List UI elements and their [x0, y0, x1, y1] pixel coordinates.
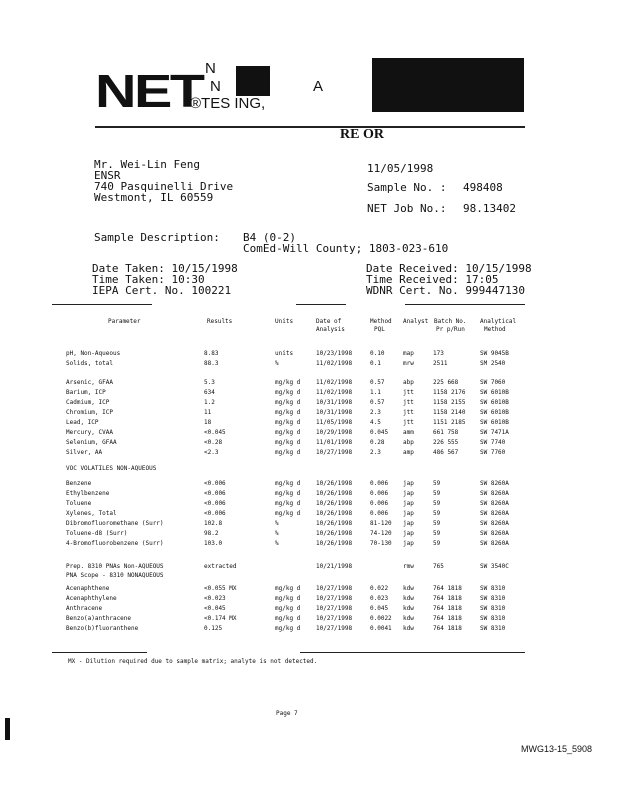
footnote-rule-left — [52, 652, 147, 653]
table-cell-date: 10/26/1998 — [316, 520, 353, 527]
table-cell-pql: 0.006 — [370, 500, 389, 507]
table-cell-result: 102.8 — [204, 520, 223, 527]
table-cell-analyst: amm — [403, 429, 414, 436]
table-cell-method: SW 8310 — [480, 595, 506, 602]
header-method: Method — [370, 318, 392, 325]
table-cell-result: 103.0 — [204, 540, 223, 547]
table-cell-units: mg/kg d — [275, 399, 301, 406]
table-cell-parameter: Benzo(a)anthracene — [66, 615, 132, 622]
table-cell-pql: 0.022 — [370, 585, 389, 592]
header-prrun: Pr p/Run — [436, 326, 465, 333]
table-cell-result: <0.045 — [204, 605, 226, 612]
date-taken: Date Taken: 10/15/1998 — [92, 262, 238, 275]
table-cell-analyst: jap — [403, 520, 414, 527]
table-cell-batch: 59 — [433, 530, 441, 537]
table-cell-parameter: Benzo(b)fluoranthene — [66, 625, 139, 632]
redaction-box-logo — [236, 66, 270, 96]
table-cell-pql: 4.5 — [370, 419, 381, 426]
table-cell-parameter: Selenium, GFAA — [66, 439, 117, 446]
table-cell-parameter: Prep. 8310 PNAs Non-AQUEOUS — [66, 563, 164, 570]
table-cell-parameter: Anthracene — [66, 605, 103, 612]
table-cell-batch: 764 1818 — [433, 625, 462, 632]
table-cell-batch: 59 — [433, 510, 441, 517]
header-analytical: Analytical — [480, 318, 517, 325]
table-cell-units: mg/kg d — [275, 419, 301, 426]
table-cell-result: <0.023 — [204, 595, 226, 602]
table-cell-method: SW 8260A — [480, 530, 509, 537]
table-cell-units: mg/kg d — [275, 500, 301, 507]
table-cell-method: SW 7740 — [480, 439, 506, 446]
table-cell-result: <0.045 — [204, 429, 226, 436]
table-cell-analyst: mrw — [403, 360, 414, 367]
table-cell-parameter: Mercury, CVAA — [66, 429, 113, 436]
table-cell-batch: 226 555 — [433, 439, 459, 446]
sample-desc-label: Sample Description: — [94, 231, 220, 244]
table-cell-parameter: pH, Non-Aqueous — [66, 350, 121, 357]
table-cell-batch: 59 — [433, 490, 441, 497]
job-no-label: NET Job No.: — [367, 202, 447, 215]
header-pql: PQL — [374, 326, 385, 333]
table-cell-pql: 0.0022 — [370, 615, 392, 622]
table-rule-mid — [296, 304, 346, 305]
table-cell-method: SW 6010B — [480, 399, 509, 406]
table-cell-units: % — [275, 530, 279, 537]
table-cell-result: 5.3 — [204, 379, 215, 386]
table-cell-result: <0.006 — [204, 500, 226, 507]
table-cell-parameter: Silver, AA — [66, 449, 103, 456]
table-cell-units: % — [275, 360, 279, 367]
table-cell-method: SW 7471A — [480, 429, 509, 436]
logo-letter-n2: N — [210, 78, 221, 95]
table-cell-analyst: kdw — [403, 625, 414, 632]
table-cell-analyst: kdw — [403, 615, 414, 622]
table-cell-batch: 765 — [433, 563, 444, 570]
table-cell-result: <0.174 MX — [204, 615, 237, 622]
table-cell-result: <0.055 MX — [204, 585, 237, 592]
redaction-box-header — [372, 58, 524, 112]
table-cell-batch: 173 — [433, 350, 444, 357]
table-cell-pql: 0.1 — [370, 360, 381, 367]
table-cell-parameter: PNA Scope - 8310 NONAQUEOUS — [66, 572, 164, 579]
table-cell-pql: 2.3 — [370, 449, 381, 456]
header-rule — [95, 126, 525, 128]
table-cell-parameter: Ethylbenzene — [66, 490, 110, 497]
table-cell-pql: 1.1 — [370, 389, 381, 396]
header-results: Results — [207, 318, 233, 325]
sample-desc-line1: B4 (0-2) — [243, 231, 296, 244]
table-cell-analyst: amp — [403, 449, 414, 456]
table-cell-result: 98.2 — [204, 530, 219, 537]
footnote: MX - Dilution required due to sample matrix; analyte is not detected. — [68, 658, 318, 665]
table-cell-batch: 1158 2140 — [433, 409, 466, 416]
table-cell-pql: 81-120 — [370, 520, 392, 527]
table-cell-result: <2.3 — [204, 449, 219, 456]
table-cell-analyst: abp — [403, 439, 414, 446]
table-cell-batch: 661 758 — [433, 429, 459, 436]
table-cell-pql: 0.045 — [370, 605, 389, 612]
table-cell-date: 10/26/1998 — [316, 490, 353, 497]
sample-no-value: 498408 — [463, 181, 503, 194]
table-cell-date: 10/26/1998 — [316, 500, 353, 507]
table-cell-pql: 0.57 — [370, 399, 385, 406]
table-cell-parameter: Solids, total — [66, 360, 113, 367]
table-cell-method: SW 6010B — [480, 419, 509, 426]
table-cell-analyst: jap — [403, 490, 414, 497]
address-company: ENSR — [94, 169, 121, 182]
table-cell-batch: 764 1818 — [433, 595, 462, 602]
table-cell-date: 10/27/1998 — [316, 595, 353, 602]
table-cell-pql: 74-120 — [370, 530, 392, 537]
table-cell-units: mg/kg d — [275, 625, 301, 632]
table-cell-pql: 0.0041 — [370, 625, 392, 632]
table-cell-units: mg/kg d — [275, 480, 301, 487]
table-cell-date: 10/23/1998 — [316, 350, 353, 357]
table-cell-analyst: jap — [403, 540, 414, 547]
table-cell-method: SW 9045B — [480, 350, 509, 357]
table-cell-analyst: jtt — [403, 399, 414, 406]
table-cell-units: % — [275, 540, 279, 547]
table-cell-method: SW 8260A — [480, 540, 509, 547]
header-units: Units — [275, 318, 294, 325]
table-cell-date: 11/02/1998 — [316, 379, 353, 386]
table-cell-method: SW 8260A — [480, 510, 509, 517]
table-cell-date: 10/26/1998 — [316, 530, 353, 537]
table-cell-batch: 1151 2185 — [433, 419, 466, 426]
header-analysis: Analysis — [316, 326, 345, 333]
report-date: 11/05/1998 — [367, 162, 434, 175]
table-cell-result: 1.2 — [204, 399, 215, 406]
address-street: 740 Pasquinelli Drive — [94, 180, 234, 193]
table-cell-units: mg/kg d — [275, 615, 301, 622]
table-cell-analyst: jap — [403, 530, 414, 537]
table-cell-units: % — [275, 520, 279, 527]
iepa-cert: IEPA Cert. No. 100221 — [92, 284, 232, 297]
table-cell-analyst: jtt — [403, 389, 414, 396]
table-cell-method: SW 8310 — [480, 585, 506, 592]
table-cell-date: 11/05/1998 — [316, 419, 353, 426]
table-cell-result: 634 — [204, 389, 215, 396]
table-cell-result: extracted — [204, 563, 237, 570]
table-cell-units: mg/kg d — [275, 490, 301, 497]
table-cell-pql: 0.28 — [370, 439, 385, 446]
table-cell-parameter: Xylenes, Total — [66, 510, 117, 517]
margin-mark — [5, 718, 10, 740]
table-cell-method: SW 6010B — [480, 389, 509, 396]
table-cell-units: mg/kg d — [275, 379, 301, 386]
table-cell-parameter: Acenaphthylene — [66, 595, 117, 602]
header-parameter: Parameter — [108, 318, 141, 325]
table-cell-method: SW 3540C — [480, 563, 509, 570]
time-taken: Time Taken: 10:30 — [92, 273, 205, 286]
table-cell-pql: 0.006 — [370, 490, 389, 497]
table-cell-pql: 0.57 — [370, 379, 385, 386]
table-cell-result: <0.28 — [204, 439, 223, 446]
table-cell-batch: 225 668 — [433, 379, 459, 386]
table-cell-pql: 0.006 — [370, 480, 389, 487]
table-cell-date: 10/27/1998 — [316, 605, 353, 612]
table-cell-date: 11/02/1998 — [316, 389, 353, 396]
table-cell-result: <0.006 — [204, 510, 226, 517]
table-cell-result: 8.83 — [204, 350, 219, 357]
footnote-rule-right — [300, 652, 525, 653]
table-cell-parameter: Barium, ICP — [66, 389, 106, 396]
table-cell-method: SW 8310 — [480, 605, 506, 612]
table-cell-units: units — [275, 350, 294, 357]
table-cell-method: SW 8260A — [480, 490, 509, 497]
table-cell-analyst: jap — [403, 510, 414, 517]
table-cell-units: mg/kg d — [275, 409, 301, 416]
table-cell-batch: 764 1818 — [433, 605, 462, 612]
table-cell-parameter: Lead, ICP — [66, 419, 99, 426]
table-cell-date: 10/26/1998 — [316, 510, 353, 517]
address-city: Westmont, IL 60559 — [94, 191, 214, 204]
table-cell-date: 10/27/1998 — [316, 615, 353, 622]
table-cell-batch: 59 — [433, 500, 441, 507]
table-cell-parameter: Chromium, ICP — [66, 409, 113, 416]
table-cell-pql: 0.006 — [370, 510, 389, 517]
table-cell-batch: 59 — [433, 520, 441, 527]
table-cell-parameter: Arsenic, GFAA — [66, 379, 113, 386]
table-cell-units: mg/kg d — [275, 585, 301, 592]
header-analytical-method: Method — [484, 326, 506, 333]
page-number: Page 7 — [276, 710, 298, 717]
table-cell-result: <0.006 — [204, 480, 226, 487]
table-cell-date: 10/26/1998 — [316, 480, 353, 487]
sample-desc-line2: ComEd-Will County; 1803-023-610 — [243, 242, 449, 255]
table-cell-units: mg/kg d — [275, 449, 301, 456]
header-analyst: Analyst — [403, 318, 429, 325]
logo-letter-n1: N — [205, 60, 216, 77]
report-title: RE OR — [340, 127, 384, 142]
table-cell-units: mg/kg d — [275, 429, 301, 436]
table-cell-result: 88.3 — [204, 360, 219, 367]
table-cell-analyst: kdw — [403, 595, 414, 602]
table-cell-analyst: jtt — [403, 409, 414, 416]
table-cell-batch: 764 1818 — [433, 585, 462, 592]
logo-letter-a: A — [313, 78, 324, 95]
table-cell-batch: 59 — [433, 480, 441, 487]
table-cell-date: 11/02/1998 — [316, 360, 353, 367]
header-date-of: Date of — [316, 318, 342, 325]
table-cell-result: 11 — [204, 409, 212, 416]
table-cell-parameter: VOC VOLATILES NON-AQUEOUS — [66, 465, 157, 472]
table-cell-date: 11/01/1998 — [316, 439, 353, 446]
table-cell-method: SW 8310 — [480, 625, 506, 632]
table-cell-result: 18 — [204, 419, 212, 426]
table-cell-analyst: jap — [403, 480, 414, 487]
table-cell-analyst: jtt — [403, 419, 414, 426]
table-cell-pql: 2.3 — [370, 409, 381, 416]
table-cell-analyst: jap — [403, 500, 414, 507]
table-cell-method: SW 7760 — [480, 449, 506, 456]
table-cell-date: 10/21/1998 — [316, 563, 353, 570]
table-cell-pql: 0.10 — [370, 350, 385, 357]
header-batch: Batch No. — [434, 318, 467, 325]
table-cell-batch: 2511 — [433, 360, 448, 367]
table-rule-right — [405, 304, 525, 305]
table-cell-units: mg/kg d — [275, 439, 301, 446]
table-cell-pql: 0.023 — [370, 595, 389, 602]
table-cell-analyst: map — [403, 350, 414, 357]
table-cell-batch: 1158 2176 — [433, 389, 466, 396]
table-cell-batch: 59 — [433, 540, 441, 547]
document-id: MWG13-15_5908 — [521, 744, 593, 754]
table-cell-parameter: Cadmium, ICP — [66, 399, 110, 406]
logo-tes-text: ®TES ING, — [190, 95, 266, 112]
table-cell-parameter: Toluene — [66, 500, 92, 507]
time-received: Time Received: 17:05 — [366, 273, 499, 286]
table-cell-parameter: Benzene — [66, 480, 92, 487]
table-cell-method: SW 8260A — [480, 500, 509, 507]
table-cell-analyst: abp — [403, 379, 414, 386]
table-cell-date: 10/31/1998 — [316, 409, 353, 416]
table-cell-pql: 70-130 — [370, 540, 392, 547]
table-cell-batch: 1158 2155 — [433, 399, 466, 406]
table-cell-pql: 0.045 — [370, 429, 389, 436]
table-cell-date: 10/29/1998 — [316, 429, 353, 436]
table-cell-analyst: kdw — [403, 585, 414, 592]
table-rule-left — [52, 304, 152, 305]
table-cell-analyst: rmw — [403, 563, 414, 570]
table-cell-method: SW 6010B — [480, 409, 509, 416]
table-cell-result: <0.006 — [204, 490, 226, 497]
table-cell-units: mg/kg d — [275, 595, 301, 602]
table-cell-method: SM 2540 — [480, 360, 506, 367]
table-cell-batch: 486 567 — [433, 449, 459, 456]
table-cell-result: 0.125 — [204, 625, 223, 632]
table-cell-units: mg/kg d — [275, 510, 301, 517]
table-cell-parameter: 4-Bromofluorobenzene (Surr) — [66, 540, 164, 547]
table-cell-date: 10/27/1998 — [316, 449, 353, 456]
table-cell-analyst: kdw — [403, 605, 414, 612]
table-cell-parameter: Acenaphthene — [66, 585, 110, 592]
net-logo: NET — [95, 65, 203, 117]
table-cell-units: mg/kg d — [275, 389, 301, 396]
table-cell-method: SW 8260A — [480, 480, 509, 487]
table-cell-units: mg/kg d — [275, 605, 301, 612]
table-cell-date: 10/27/1998 — [316, 585, 353, 592]
table-cell-method: SW 8260A — [480, 520, 509, 527]
address-name: Mr. Wei-Lin Feng — [94, 158, 200, 171]
table-cell-date: 10/31/1998 — [316, 399, 353, 406]
sample-no-label: Sample No. : — [367, 181, 447, 194]
table-cell-method: SW 7060 — [480, 379, 506, 386]
table-cell-batch: 764 1818 — [433, 615, 462, 622]
wdnr-cert: WDNR Cert. No. 999447130 — [366, 284, 525, 297]
date-received: Date Received: 10/15/1998 — [366, 262, 532, 275]
table-cell-date: 10/27/1998 — [316, 625, 353, 632]
table-cell-date: 10/26/1998 — [316, 540, 353, 547]
table-cell-parameter: Dibromofluoromethane (Surr) — [66, 520, 164, 527]
job-no-value: 98.13402 — [463, 202, 516, 215]
table-cell-parameter: Toluene-d8 (Surr) — [66, 530, 128, 537]
table-cell-method: SW 8310 — [480, 615, 506, 622]
